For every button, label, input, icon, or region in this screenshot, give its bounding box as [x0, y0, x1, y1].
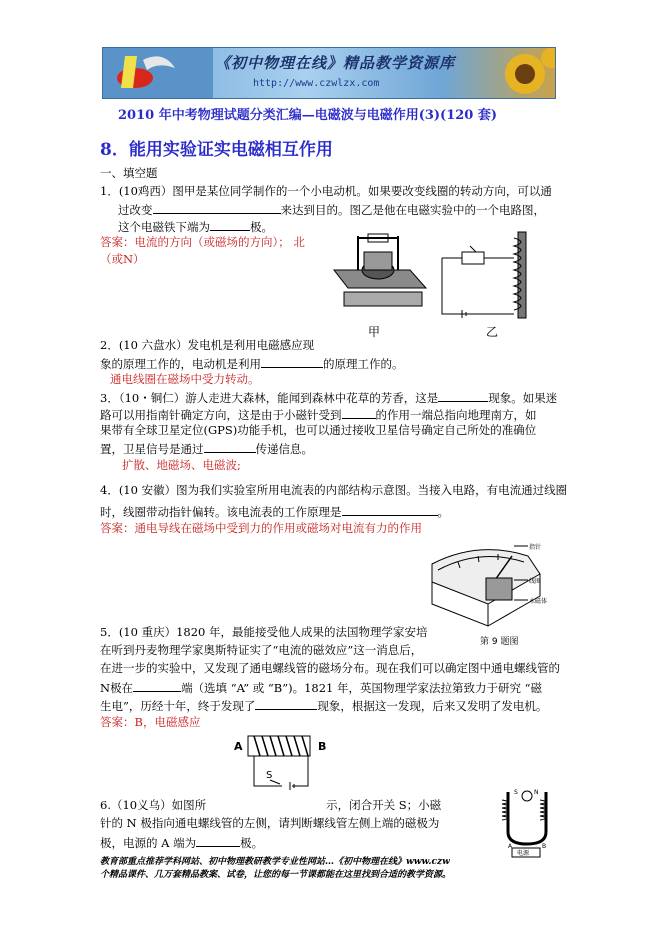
- q4-line2: 时，线圈带动指针偏转。该电流表的工作原理是 。: [100, 505, 449, 519]
- q3-line4: 置，卫星信号是通过 传递信息。: [100, 442, 313, 456]
- q3-line1: 3．（10・铜仁）游人走进大森林，能闻到森林中花草的芳香，这是 现象。如果迷: [100, 391, 558, 405]
- q3-line3: 果带有全球卫星定位(GPS)功能手机，也可以通过接收卫星信号确定自己所处的准确位: [100, 423, 537, 437]
- q6-fig-label-s: S: [514, 789, 518, 796]
- solenoid-label-b: B: [318, 740, 327, 753]
- fig-label-magnet: 永磁体: [529, 598, 548, 605]
- logo-icon: [103, 48, 213, 98]
- q1-line3: 这个电磁铁下端为 极。: [118, 220, 273, 234]
- q1-line2: 过改变 来达到目的。图乙是他在电磁实验中的一个电路图，: [118, 203, 545, 217]
- q1-answer: 答案：电流的方向（或磁场的方向）； 北: [100, 235, 305, 249]
- solenoid-label-a: A: [234, 740, 243, 753]
- q5-blank1[interactable]: [133, 679, 181, 692]
- figure-solenoid: [230, 734, 334, 794]
- q5-line5: 生电”，历经十年，终于发现了 现象，根据这一发现，后来又发明了发电机。: [100, 699, 548, 713]
- q6-fig-label-a: A: [508, 843, 513, 850]
- q1-answer-cont: （或N）: [100, 252, 145, 266]
- q1-line1: 1．(10鸡西）图甲是某位同学制作的一个小电动机。如果要改变线圈的转动方向，可以通: [100, 184, 552, 198]
- sunflower-icon: [485, 48, 555, 98]
- q1-blank1[interactable]: [153, 201, 281, 214]
- q6-fig-label-n: N: [534, 789, 539, 796]
- figure-u-electromagnet: [498, 786, 556, 858]
- q1-blank2[interactable]: [210, 218, 250, 231]
- q6-fig-label-source: 电源: [517, 850, 530, 857]
- document-title: 2010 年中考物理试题分类汇编—电磁波与电磁作用(3)(120 套): [118, 108, 498, 123]
- q6-line3: 极，电源的 A 端为 极。: [100, 836, 264, 850]
- q5-line3: 在进一步的实验中，又发现了通电螺线管的磁场分布。现在我们可以确定图中通电螺线管的: [100, 661, 560, 675]
- part-heading: 一、填空题: [100, 166, 158, 180]
- q4-figure-caption: 第 9 题图: [480, 637, 519, 647]
- q5-line2: 在听到丹麦物理学家奥斯特证实了“电流的磁效应”这一消息后，: [100, 643, 423, 657]
- fig-label-pointer: 指针: [529, 544, 542, 551]
- q3-blank2[interactable]: [342, 406, 376, 419]
- footer: [100, 856, 451, 882]
- figure-motor: [330, 230, 430, 322]
- q4-answer: 答案：通电导线在磁场中受到力的作用或磁场对电流有力的作用: [100, 521, 422, 535]
- q3-answer: 扩散、地磁场、电磁波;: [122, 458, 241, 472]
- q4-line1: 4．(10 安徽）图为我们实验室所用电流表的内部结构示意图。当接入电路，有电流通过线圈: [100, 483, 568, 497]
- section-title: 8．能用实验证实电磁相互作用: [100, 140, 333, 160]
- q3-blank3[interactable]: [204, 440, 256, 453]
- q2-answer: 通电线圈在磁场中受力转动。: [110, 372, 260, 386]
- q6-blank1[interactable]: [196, 834, 240, 847]
- q2-line2: 象的原理工作的，电动机是利用 的原理工作的。: [100, 357, 404, 371]
- figure-electromagnet-circuit: [432, 228, 532, 320]
- q2-line1: 2．(10 六盘水）发电机是利用电磁感应现: [100, 338, 315, 352]
- footer-line1: 教育部重点推荐学科网站、初中物理教研教学专业性网站…《初中物理在线》www.czw: [100, 857, 450, 867]
- label-yi: 乙: [486, 325, 499, 339]
- q3-line2: 路可以用指南针确定方向，这是由于小磁针受到 的作用一端总指向地理南方，如: [100, 408, 537, 422]
- header-banner: [102, 47, 556, 99]
- label-jia: 甲: [368, 325, 381, 339]
- q5-line4: N极在 端（选填 “A” 或 “B”)。1821 年，英国物理学家法拉第致力于研究 “磁: [100, 681, 543, 695]
- q4-blank1[interactable]: [342, 503, 438, 516]
- q5-answer: 答案：B，电磁感应: [100, 715, 201, 729]
- banner-url[interactable]: http://www.czwlzx.com: [253, 78, 380, 89]
- figure-ammeter: [428, 534, 552, 630]
- q6-line2: 针的 N 极指向通电螺线管的左侧，请判断螺线管左侧上端的磁极为: [100, 816, 440, 830]
- q6-line1: 6.（10义乌）如图所 示，闭合开关 S；小磁: [100, 798, 442, 812]
- solenoid-label-s: S: [266, 770, 273, 781]
- q2-blank1[interactable]: [261, 355, 323, 368]
- footer-line2: 个精品课件、几万套精品教案、试卷，让您的每一节课都能在这里找到合适的教学资源。: [100, 870, 452, 880]
- banner-title: 《初中物理在线》精品教学资源库: [215, 54, 456, 72]
- q5-line1: 5．(10 重庆）1820 年，最能接受他人成果的法国物理学家安培: [100, 625, 428, 639]
- q5-blank2[interactable]: [255, 697, 317, 710]
- fig-label-coil: 线圈: [529, 578, 542, 585]
- q3-blank1[interactable]: [438, 389, 488, 402]
- q6-fig-label-b: B: [542, 843, 547, 850]
